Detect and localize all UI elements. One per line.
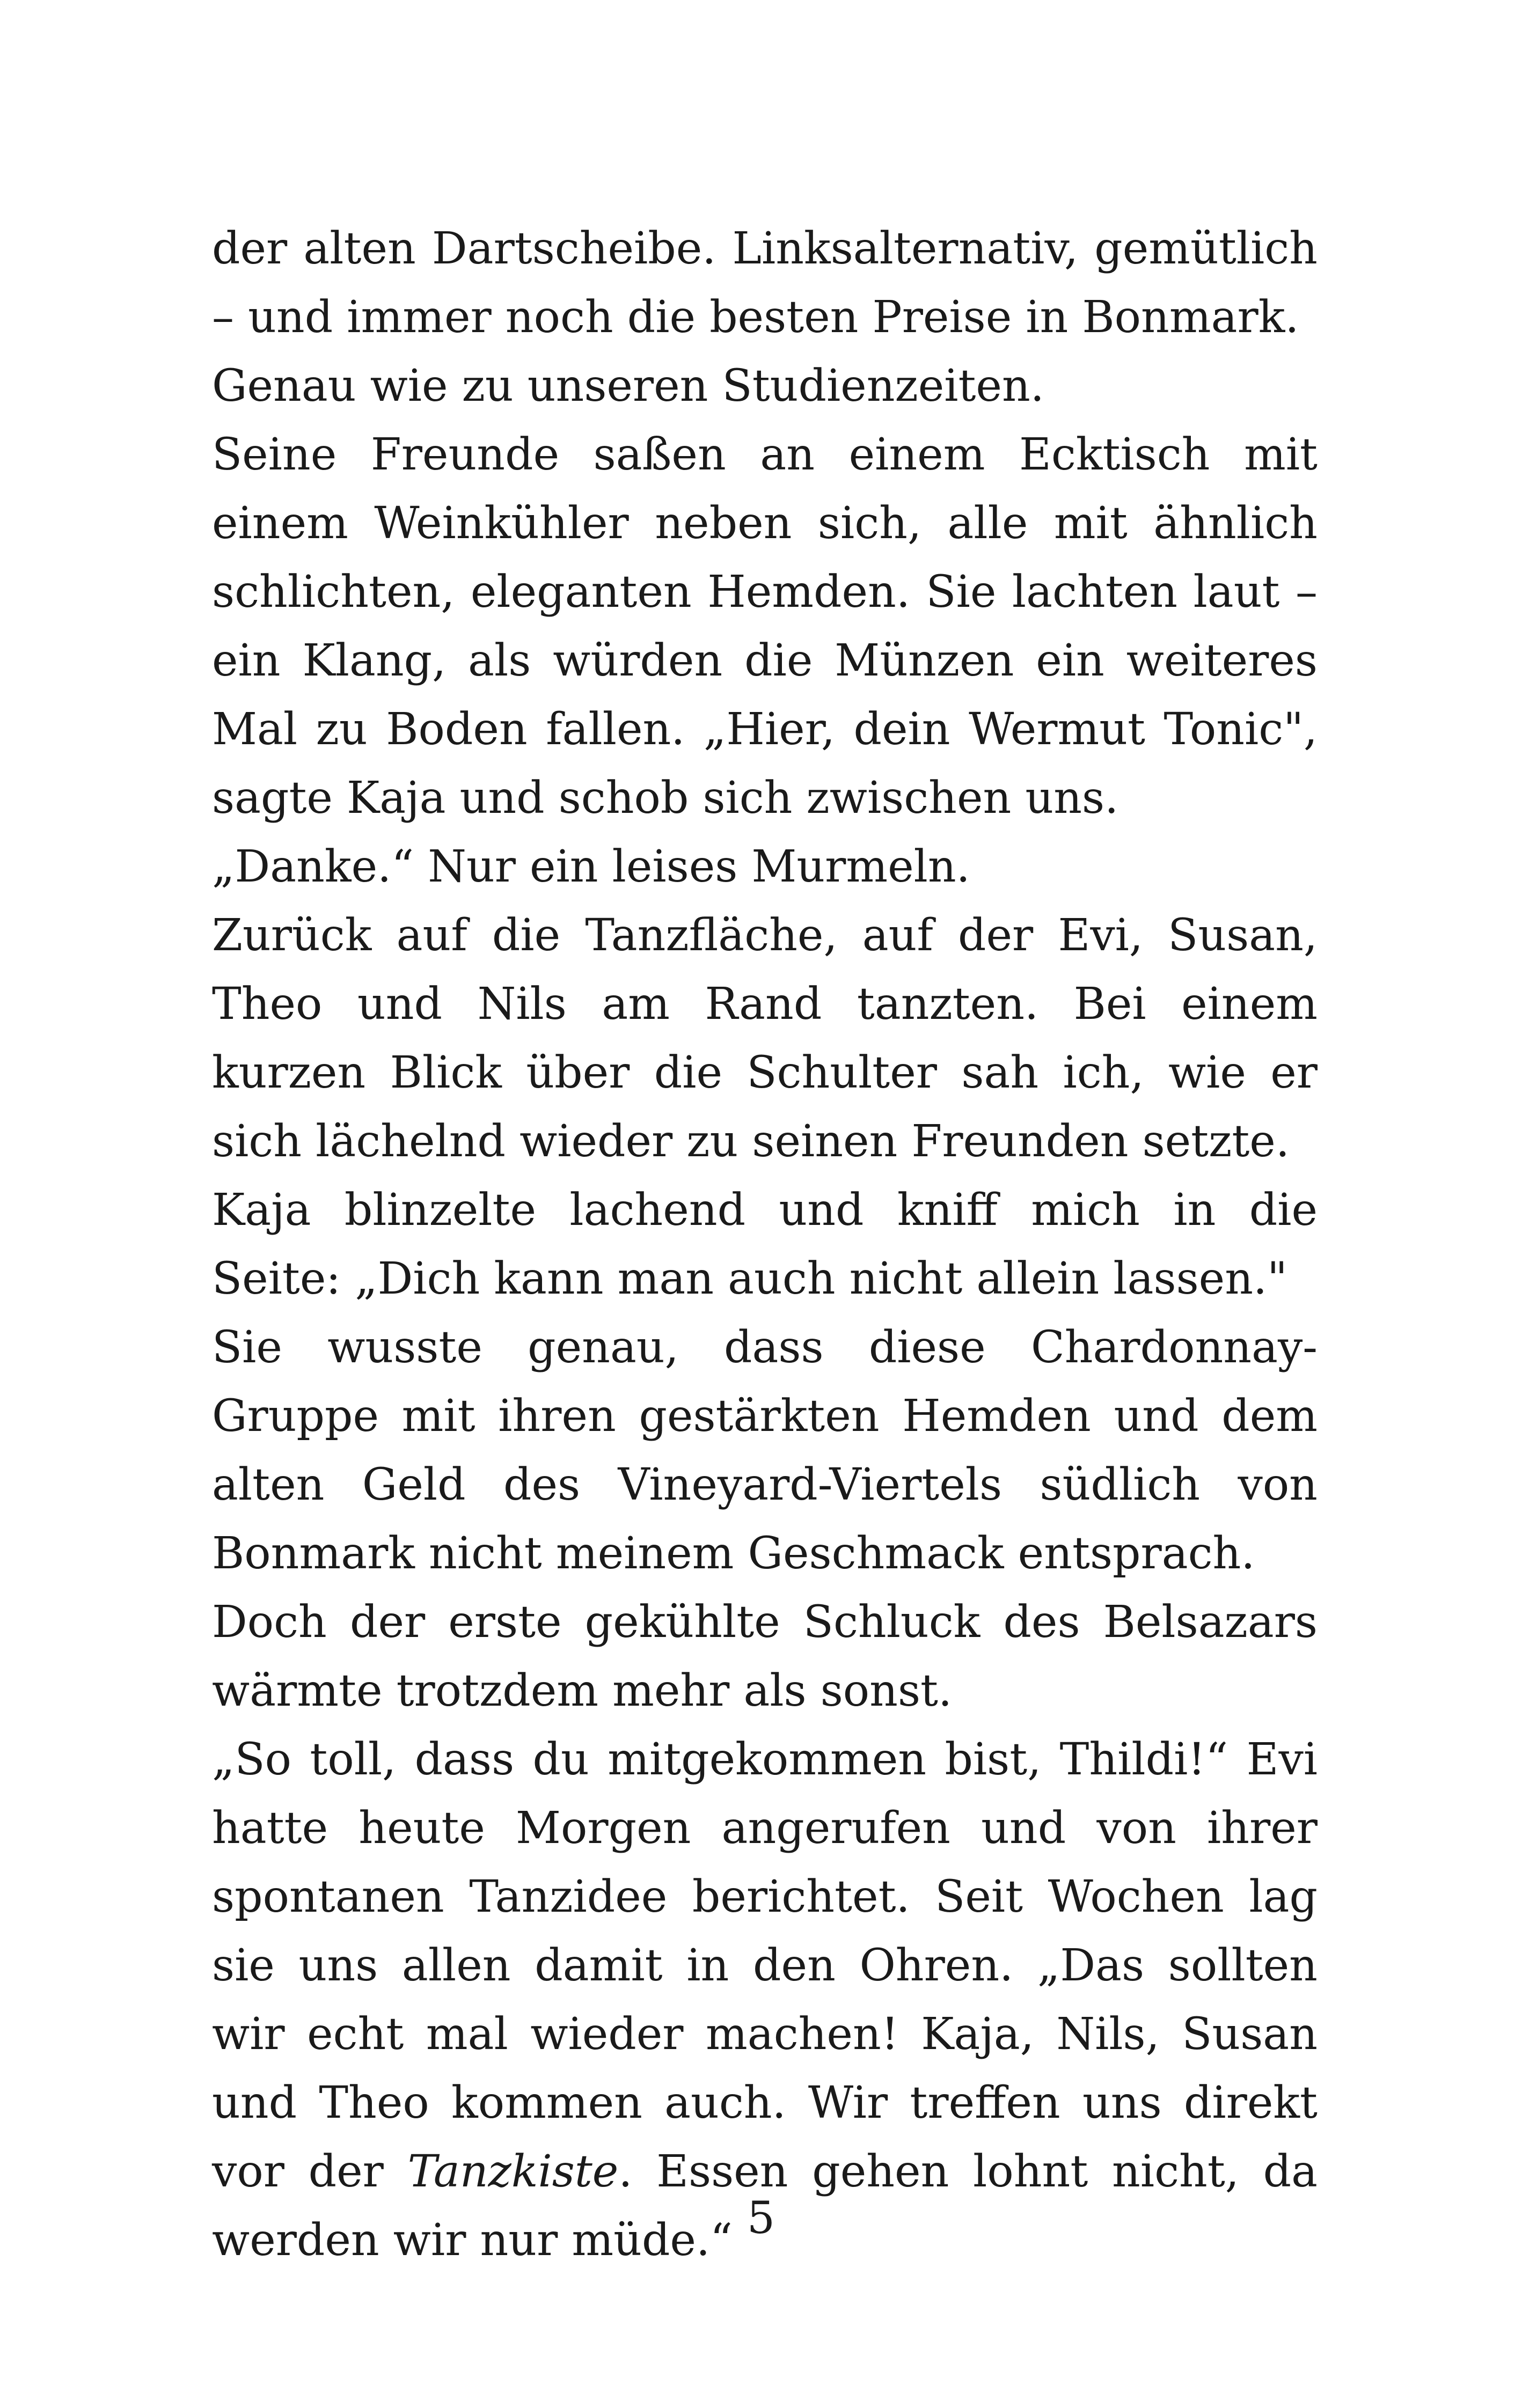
page-number: 5 — [747, 2193, 775, 2244]
paragraph-9-tail: . Essen gehen lohnt nicht, da werden wir nur müde.“ — [212, 2146, 1318, 2266]
body-text — [212, 215, 1318, 2275]
paragraph-8: Doch der erste gekühlte Schluck des Belsazars wärmte trotzdem mehr als sonst. — [212, 1597, 1318, 1716]
paragraph-7: Sie wusste genau, dass diese Chardonnay-Gruppe mit ihren gestärkten Hemden und dem alten Geld des Vineyard-Viertels südlich von Bonmark nicht meinem Geschmack entsprach. — [212, 1322, 1318, 1579]
paragraph-6: Kaja blinzelte lachend und kniff mich in die Seite: „Dich kann man auch nicht allein lassen." — [212, 1185, 1318, 1304]
italic-venue-name: Tanzkiste — [407, 2146, 619, 2197]
paragraph-1: der alten Dartscheibe. Linksalternativ, gemütlich – und immer noch die besten Preise in Bonmark. — [212, 223, 1318, 343]
paragraph-4: „Danke.“ Nur ein leises Murmeln. — [212, 841, 970, 892]
paragraph-9-text: „So toll, dass du mitgekommen bist, Thildi!“ Evi hatte heute Morgen angerufen und von ihrer spontanen Tanzidee berichtet. Seit Wochen lag sie uns allen damit in den Ohren. „Das sollten wir echt mal wieder machen! Kaja, Nils, Susan und Theo kommen auch. Wir treffen uns direkt vor der — [212, 1734, 1318, 2197]
paragraph-2: Genau wie zu unseren Studienzeiten. — [212, 361, 1044, 412]
paragraph-5: Zurück auf die Tanzfläche, auf der Evi, Susan, Theo und Nils am Rand tanzten. Bei einem kurzen Blick über die Schulter sah ich, wie er sich lächelnd wieder zu seinen Freunden setzte. — [212, 910, 1318, 1167]
paragraph-3: Seine Freunde saßen an einem Ecktisch mit einem Weinkühler neben sich, alle mit ähnlich schlichten, eleganten Hemden. Sie lachten laut – ein Klang, als würden die Münzen ein weiteres Mal zu Boden fallen. „Hier, dein Wermut Tonic", sagte Kaja und schob sich zwischen uns. — [212, 429, 1318, 824]
